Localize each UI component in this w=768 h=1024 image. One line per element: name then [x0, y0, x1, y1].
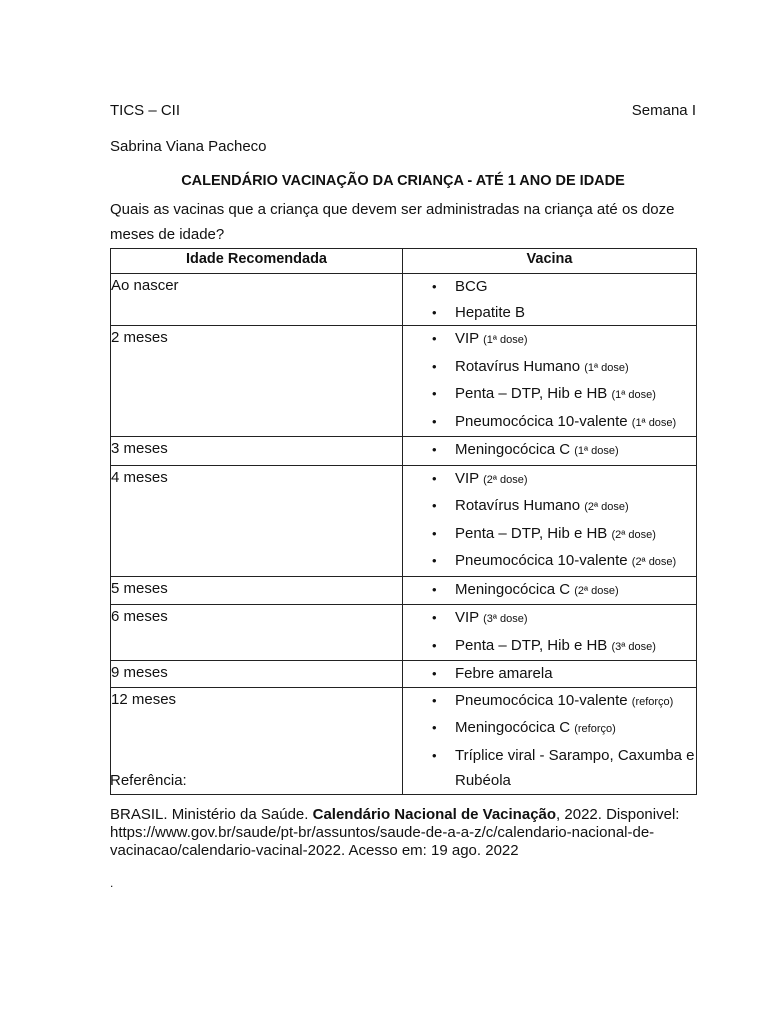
- reference-suffix: , 2022. Disponivel: https://www.gov.br/saude/pt-br/assuntos/saude-de-a-a-z/c/calendario-nacional-de-vacinacao/calendario-vacinal-2022. Acesso em: 19 ago. 2022: [110, 806, 680, 859]
- table-header-row: [111, 249, 697, 274]
- vaccine-item: [403, 548, 696, 576]
- bullet-icon: •: [432, 747, 437, 763]
- vaccine-list: [403, 437, 696, 465]
- table-row: [111, 687, 697, 794]
- question-text: Quais as vacinas que a criança que devem ser administradas na criança até os doze meses de idade?: [110, 201, 675, 243]
- vaccine-list: [403, 326, 696, 436]
- vaccine-item: [403, 605, 696, 633]
- vaccine-name: Meningocócica C: [455, 441, 571, 458]
- dose-label: (1ª dose): [611, 389, 656, 401]
- age-cell: 2 meses: [111, 326, 403, 437]
- dose-label: (2ª dose): [574, 584, 619, 597]
- table-row: [111, 465, 697, 576]
- bullet-icon: •: [432, 470, 437, 486]
- document-title: CALENDÁRIO VACINAÇÃO DA CRIANÇA - ATÉ 1 ANO DE IDADE: [181, 173, 625, 189]
- vaccine-item: [403, 521, 696, 549]
- vaccine-name: Pneumocócica 10-valente: [455, 412, 628, 430]
- vaccine-name: Pneumocócica 10-valente: [455, 552, 628, 569]
- vaccine-item: [403, 688, 696, 716]
- vaccine-cell: [403, 661, 697, 688]
- table-row: [111, 576, 697, 605]
- page-header: [110, 102, 696, 122]
- vaccine-item: [403, 466, 696, 494]
- bullet-icon: •: [432, 666, 437, 681]
- header-vaccine: Vacina: [403, 249, 697, 274]
- bullet-icon: •: [432, 692, 437, 708]
- vaccine-cell: [403, 274, 697, 326]
- vaccine-name: VIP: [455, 330, 479, 347]
- vaccine-item: [403, 274, 696, 300]
- vaccine-name: Rotavírus Humano: [455, 497, 581, 514]
- bullet-icon: •: [432, 581, 437, 597]
- vaccine-list: [403, 274, 696, 325]
- vaccine-list: [403, 688, 696, 794]
- dose-label: (2ª dose): [584, 501, 629, 513]
- dose-label: (2ª dose): [631, 556, 677, 568]
- vaccine-name: Meningocócica C: [455, 719, 571, 736]
- dose-label: (3ª dose): [483, 613, 528, 625]
- vaccine-name: BCG: [455, 278, 488, 295]
- age-cell: 4 meses: [111, 465, 403, 576]
- vaccine-name: Pneumocócica 10-valente: [455, 691, 628, 709]
- reference-text: [110, 806, 696, 860]
- age-cell: 12 meses: [111, 687, 403, 794]
- vaccine-name: Tríplice viral - Sarampo, Caxumba e Rubéola: [455, 746, 695, 789]
- dose-label: (1ª dose): [574, 445, 619, 457]
- reference-prefix: BRASIL. Ministério da Saúde.: [110, 806, 313, 823]
- vaccine-name: Meningocócica C: [455, 580, 571, 598]
- age-cell: 9 meses: [111, 661, 403, 688]
- dose-label: (2ª dose): [611, 528, 656, 541]
- vaccine-cell: [403, 465, 697, 576]
- table-row: [111, 605, 697, 661]
- dose-label: (3ª dose): [611, 640, 656, 653]
- vaccine-cell: [403, 605, 697, 661]
- dose-label: (2ª dose): [483, 473, 528, 486]
- dose-label: (reforço): [574, 723, 616, 735]
- vaccine-name: Rotavírus Humano: [455, 357, 581, 375]
- vaccine-name: Febre amarela: [455, 665, 553, 682]
- table-row: [111, 661, 697, 688]
- vaccine-list: [403, 661, 696, 687]
- vaccine-item: [403, 577, 696, 605]
- table-row: [111, 326, 697, 437]
- vaccine-item: [403, 409, 696, 437]
- vaccine-item: [403, 437, 696, 465]
- bullet-icon: •: [432, 610, 437, 625]
- vaccine-name: Penta – DTP, Hib e HB: [455, 385, 608, 402]
- bullet-icon: •: [432, 331, 437, 346]
- vaccine-name: Penta – DTP, Hib e HB: [455, 524, 608, 542]
- age-cell: 3 meses: [111, 437, 403, 466]
- vaccine-name: Hepatite B: [455, 303, 526, 321]
- vaccine-item: [403, 354, 696, 382]
- vaccine-name: VIP: [455, 469, 479, 487]
- dose-label: (1ª dose): [584, 361, 629, 374]
- vaccine-item: [403, 743, 696, 794]
- bullet-icon: •: [432, 637, 437, 653]
- table-row: [111, 437, 697, 466]
- header-age: Idade Recomendada: [111, 249, 403, 274]
- vaccination-table: [110, 248, 697, 795]
- vaccine-item: [403, 381, 696, 409]
- vaccine-cell: [403, 326, 697, 437]
- age-cell: Ao nascer: [111, 274, 403, 326]
- bullet-icon: •: [432, 720, 437, 735]
- vaccine-name: Penta – DTP, Hib e HB: [455, 636, 608, 654]
- bullet-icon: •: [432, 358, 437, 374]
- table-body: [111, 274, 697, 795]
- bullet-icon: •: [432, 386, 437, 401]
- bullet-icon: •: [432, 553, 437, 568]
- vaccine-list: [403, 466, 696, 576]
- bullet-icon: •: [432, 279, 437, 294]
- trailing-dot: .: [110, 876, 114, 890]
- vaccine-item: [403, 633, 696, 661]
- bullet-icon: •: [432, 498, 437, 513]
- vaccine-item: [403, 493, 696, 521]
- vaccine-cell: [403, 437, 697, 466]
- vaccine-item: [403, 326, 696, 354]
- age-cell: 6 meses: [111, 605, 403, 661]
- reference-label: Referência:: [110, 772, 187, 789]
- author-name: Sabrina Viana Pacheco: [110, 138, 267, 155]
- bullet-icon: •: [432, 304, 437, 320]
- vaccine-name: VIP: [455, 609, 479, 626]
- vaccine-item: [403, 661, 696, 687]
- vaccine-item: [403, 300, 696, 326]
- vaccine-cell: [403, 576, 697, 605]
- vaccine-cell: [403, 687, 697, 794]
- bullet-icon: •: [432, 442, 437, 457]
- vaccine-list: [403, 577, 696, 605]
- bullet-icon: •: [432, 525, 437, 541]
- bullet-icon: •: [432, 413, 437, 429]
- dose-label: (reforço): [631, 695, 674, 708]
- dose-label: (1ª dose): [631, 416, 677, 429]
- dose-label: (1ª dose): [483, 334, 528, 346]
- course-label: TICS – CII: [110, 102, 181, 119]
- vaccine-list: [403, 605, 696, 660]
- vaccine-item: [403, 715, 696, 743]
- reference-title: Calendário Nacional de Vacinação: [312, 806, 557, 823]
- week-label: Semana I: [631, 102, 696, 119]
- age-cell: 5 meses: [111, 576, 403, 605]
- table-row: [111, 274, 697, 326]
